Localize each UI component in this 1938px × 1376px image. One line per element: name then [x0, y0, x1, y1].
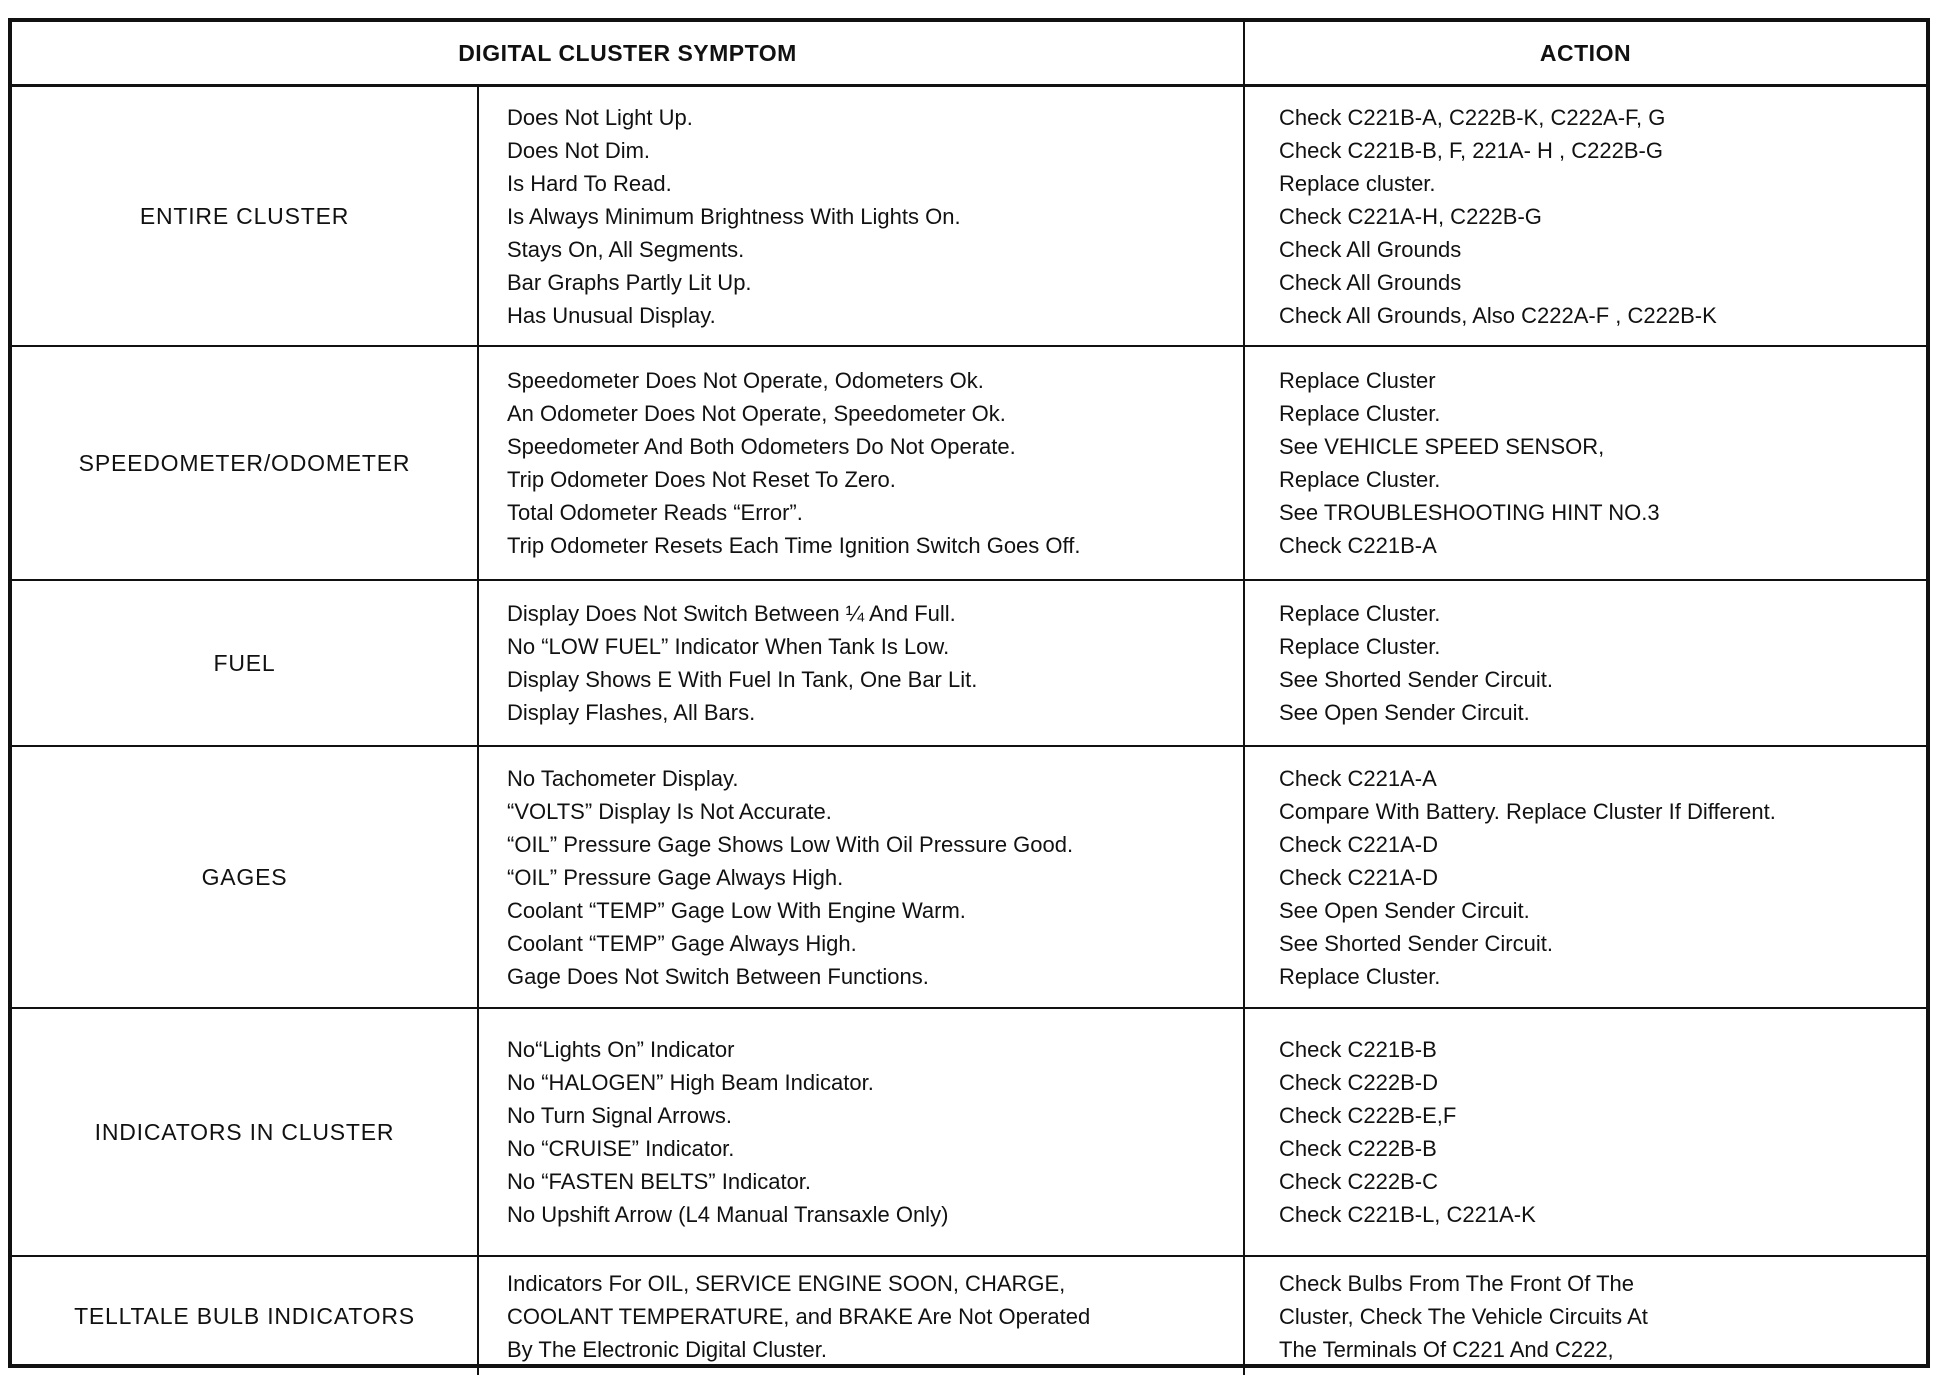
symptom-line: No Turn Signal Arrows. — [507, 1103, 732, 1128]
category-cell: ENTIRE CLUSTER — [12, 86, 478, 347]
symptom-line: “OIL” Pressure Gage Always High. — [507, 864, 844, 890]
action-line: Check All Grounds — [1279, 269, 1462, 295]
action-line: See Open Sender Circuit. — [1279, 700, 1530, 725]
symptom-line: An Odometer Does Not Operate, Speedometer Ok. — [507, 401, 1006, 426]
symptoms-cell — [478, 86, 1244, 347]
action-line: Check C221A-D — [1279, 864, 1438, 890]
symptom-line: Is Always Minimum Brightness With Lights On. — [507, 203, 961, 229]
symptom-line: Speedometer And Both Odometers Do Not Operate. — [507, 434, 1016, 459]
symptom-line: COOLANT TEMPERATURE, and BRAKE Are Not Operated — [507, 1303, 1091, 1329]
action-line: Check C221B-A — [1279, 533, 1437, 558]
symptom-column-header: DIGITAL CLUSTER SYMPTOM — [12, 22, 1244, 86]
symptom-line: No Tachometer Display. — [507, 765, 739, 791]
symptom-line: Total Odometer Reads “Error”. — [507, 500, 803, 525]
symptoms-cell — [478, 346, 1244, 580]
action-line: Check All Grounds, Also C222A-F , C222B-K — [1279, 302, 1717, 328]
symptoms-cell — [478, 1008, 1244, 1256]
action-line: Check Bulbs From The Front Of The — [1279, 1270, 1634, 1296]
actions-cell — [1244, 580, 1926, 746]
symptom-line: “OIL” Pressure Gage Shows Low With Oil Pressure Good. — [507, 831, 1074, 857]
action-line: Check All Grounds — [1279, 236, 1462, 262]
actions-cell — [1244, 1008, 1926, 1256]
category-cell: TELLTALE BULB INDICATORS — [12, 1256, 478, 1375]
category-cell: INDICATORS IN CLUSTER — [12, 1008, 478, 1256]
table-row — [12, 346, 1926, 580]
action-line: Check C222B-D — [1279, 1070, 1438, 1095]
symptom-line: No“Lights On” Indicator — [507, 1037, 735, 1062]
action-line: Check C221A-D — [1279, 831, 1438, 857]
action-line: See Shorted Sender Circuit. — [1279, 667, 1553, 692]
action-line: Replace cluster. — [1279, 170, 1436, 196]
symptom-line: Gage Does Not Switch Between Functions. — [507, 963, 929, 989]
symptom-line: No “FASTEN BELTS” Indicator. — [507, 1169, 812, 1194]
action-line: Check C221A-A — [1279, 765, 1437, 791]
symptom-line: No Upshift Arrow (L4 Manual Transaxle Only) — [507, 1202, 949, 1227]
category-cell: FUEL — [12, 580, 478, 746]
table-row — [12, 1256, 1926, 1375]
table-row — [12, 1008, 1926, 1256]
table-row — [12, 580, 1926, 746]
action-line: Replace Cluster. — [1279, 467, 1441, 492]
symptom-line: Stays On, All Segments. — [507, 236, 745, 262]
symptom-line: Coolant “TEMP” Gage Low With Engine Warm. — [507, 897, 966, 923]
symptom-line: Bar Graphs Partly Lit Up. — [507, 269, 752, 295]
category-cell: GAGES — [12, 746, 478, 1008]
symptom-line: Indicators For OIL, SERVICE ENGINE SOON, CHARGE, — [507, 1270, 1066, 1296]
symptom-line: Trip Odometer Resets Each Time Ignition Switch Goes Off. — [507, 533, 1081, 558]
action-line: Replace Cluster. — [1279, 634, 1441, 659]
symptom-line: Trip Odometer Does Not Reset To Zero. — [507, 467, 896, 492]
action-line: Check C221B-B, F, 221A- H , C222B-G — [1279, 137, 1663, 163]
actions-cell — [1244, 86, 1926, 347]
table-row — [12, 746, 1926, 1008]
action-column-header: ACTION — [1244, 22, 1926, 86]
symptom-line: Is Hard To Read. — [507, 170, 672, 196]
action-line: Check C221B-B — [1279, 1037, 1437, 1062]
action-line: See TROUBLESHOOTING HINT NO.3 — [1279, 500, 1660, 525]
action-line: Replace Cluster — [1279, 368, 1436, 393]
symptom-line: Display Does Not Switch Between ¼ And Full. — [507, 601, 956, 626]
action-line: The Terminals Of C221 And C222, — [1279, 1336, 1614, 1362]
category-cell: SPEEDOMETER/ODOMETER — [12, 346, 478, 580]
symptom-line: Display Flashes, All Bars. — [507, 700, 756, 725]
action-line: Check C221A-H, C222B-G — [1279, 203, 1542, 229]
table-header-row — [12, 22, 1926, 86]
action-line: Check C222B-E,F — [1279, 1103, 1457, 1128]
symptom-line: Coolant “TEMP” Gage Always High. — [507, 930, 857, 956]
action-line: Check C222B-C — [1279, 1169, 1438, 1194]
action-line: Replace Cluster. — [1279, 401, 1441, 426]
symptom-line: Speedometer Does Not Operate, Odometers Ok. — [507, 368, 984, 393]
symptoms-cell — [478, 746, 1244, 1008]
symptoms-cell — [478, 580, 1244, 746]
symptom-line: Does Not Dim. — [507, 137, 651, 163]
symptom-line: No “HALOGEN” High Beam Indicator. — [507, 1070, 874, 1095]
actions-cell — [1244, 346, 1926, 580]
action-line: Check C221B-L, C221A-K — [1279, 1202, 1536, 1227]
actions-cell — [1244, 746, 1926, 1008]
symptom-line: No “LOW FUEL” Indicator When Tank Is Low. — [507, 634, 950, 659]
symptom-line: “VOLTS” Display Is Not Accurate. — [507, 798, 832, 824]
action-line: See Shorted Sender Circuit. — [1279, 930, 1553, 956]
symptom-line: Does Not Light Up. — [507, 104, 693, 130]
actions-cell — [1244, 1256, 1926, 1375]
table-row — [12, 86, 1926, 347]
symptom-line: No “CRUISE” Indicator. — [507, 1136, 735, 1161]
symptom-line: Display Shows E With Fuel In Tank, One Bar Lit. — [507, 667, 978, 692]
diagnosis-table-frame — [8, 18, 1930, 1368]
action-line: Compare With Battery. Replace Cluster If Different. — [1279, 798, 1776, 824]
diagnosis-table — [12, 22, 1926, 1375]
action-line: See VEHICLE SPEED SENSOR, — [1279, 434, 1605, 459]
symptom-line: Has Unusual Display. — [507, 302, 716, 328]
symptoms-cell — [478, 1256, 1244, 1375]
symptom-line: By The Electronic Digital Cluster. — [507, 1336, 827, 1362]
action-line: Check C222B-B — [1279, 1136, 1437, 1161]
action-line: Replace Cluster. — [1279, 601, 1441, 626]
action-line: See Open Sender Circuit. — [1279, 897, 1530, 923]
action-line: Replace Cluster. — [1279, 963, 1441, 989]
action-line: Cluster, Check The Vehicle Circuits At — [1279, 1303, 1648, 1329]
action-line: Check C221B-A, C222B-K, C222A-F, G — [1279, 104, 1666, 130]
